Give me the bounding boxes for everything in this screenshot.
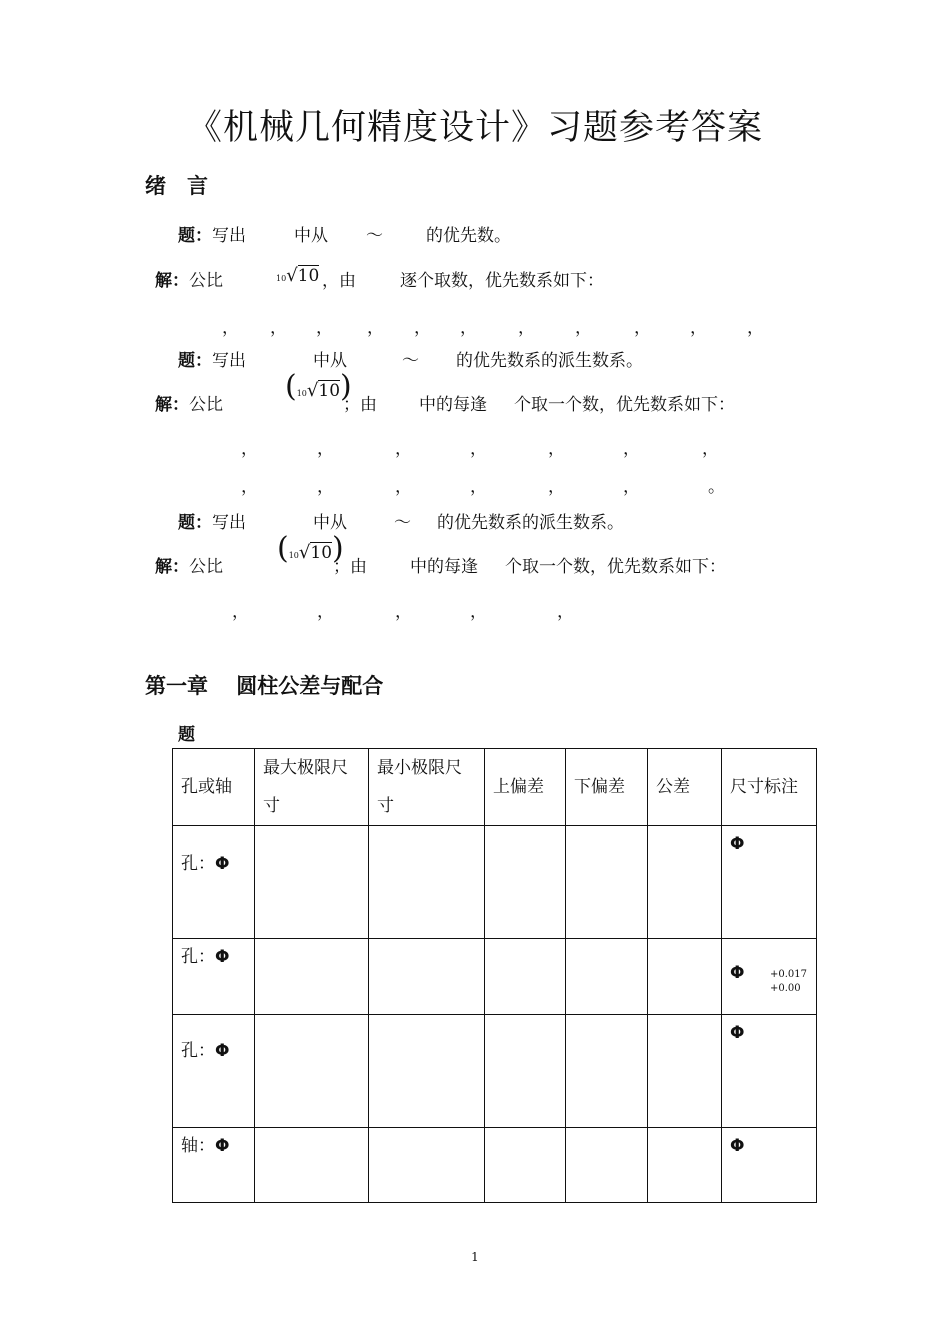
ratio-formula: (10√10) (277, 531, 344, 566)
question-2: 题：写出 (178, 351, 246, 371)
lower-deviation: +0.00 (770, 983, 801, 994)
series-separator: ， (548, 439, 565, 459)
table-cell (648, 826, 722, 939)
answer-label: 解： (155, 271, 189, 291)
table-cell (566, 1015, 648, 1128)
series-separator: ， (395, 602, 412, 622)
table-cell (648, 1015, 722, 1128)
table-cell-kind: 孔：Φ (173, 939, 255, 1015)
series-separator: ， (317, 477, 334, 497)
series-separator: ， (470, 477, 487, 497)
table-row (173, 1015, 817, 1128)
question-2-text: 中从 (313, 351, 347, 371)
answer-3: 解：公比 (155, 557, 223, 577)
table-cell (255, 1128, 369, 1203)
answer-2-text: ；由 (343, 395, 377, 415)
table-header-cell: 上偏差 (485, 749, 566, 826)
table-header-cell: 尺寸标注 (722, 749, 817, 826)
table-cell (369, 826, 485, 939)
table-cell (485, 1128, 566, 1203)
table-header-row (173, 749, 817, 826)
series-separator: ， (316, 318, 333, 338)
series-separator: ， (241, 439, 258, 459)
question-label: 题： (178, 513, 212, 533)
diameter-symbol: Φ (730, 963, 745, 983)
table-header-cell: 孔或轴 (173, 749, 255, 826)
answer-3-text: 中的每逢 (410, 557, 478, 577)
table-cell (566, 939, 648, 1015)
series-separator: ， (367, 318, 384, 338)
range-tilde: ～ (402, 351, 419, 371)
answer-1: 解：公比 (155, 271, 223, 291)
series-end-mark: 。 (708, 477, 725, 497)
diameter-symbol: Φ (215, 854, 230, 874)
table-header-cell: 下偏差 (566, 749, 648, 826)
series-separator: ， (222, 318, 239, 338)
problem-label: 题 (178, 725, 195, 745)
table-cell (566, 1128, 648, 1203)
table-cell-dimension (722, 939, 817, 1015)
series-separator: ， (470, 439, 487, 459)
diameter-symbol: Φ (730, 834, 745, 854)
ratio-formula: (10√10) (285, 369, 352, 404)
diameter-symbol: Φ (730, 1023, 745, 1043)
table-cell (485, 826, 566, 939)
range-tilde: ～ (366, 226, 383, 246)
table-row (173, 939, 817, 1015)
answer-2-text: 个取一个数，优先数系如下： (514, 395, 735, 415)
series-separator: ， (548, 477, 565, 497)
answer-2: 解：公比 (155, 395, 223, 415)
diameter-symbol: Φ (215, 1041, 230, 1061)
series-separator: ， (460, 318, 477, 338)
table-cell-kind: 孔：Φ (173, 1015, 255, 1128)
section-heading-preface: 绪 言 (145, 174, 208, 198)
table-cell (255, 826, 369, 939)
series-separator: ， (317, 439, 334, 459)
table-cell-dimension (722, 826, 817, 939)
question-2-text: 的优先数系的派生数系。 (456, 351, 643, 371)
question-label: 题： (178, 351, 212, 371)
table-cell (648, 939, 722, 1015)
diameter-symbol: Φ (215, 947, 230, 967)
table-cell (369, 1015, 485, 1128)
tolerance-table (172, 748, 817, 1203)
table-header-cell: 最小极限尺寸 (369, 749, 485, 826)
question-label: 题： (178, 226, 212, 246)
answer-3-text: 个取一个数，优先数系如下： (505, 557, 726, 577)
answer-2-text: 中的每逢 (419, 395, 487, 415)
answer-3-text: ；由 (333, 557, 367, 577)
series-separator: ， (557, 602, 574, 622)
chapter-heading: 第一章 圆柱公差与配合 (145, 674, 384, 698)
diameter-symbol: Φ (215, 1136, 230, 1156)
table-cell-dimension (722, 1015, 817, 1128)
page-number: 1 (471, 1250, 479, 1264)
question-3-text: 的优先数系的派生数系。 (437, 513, 624, 533)
table-row (173, 826, 817, 939)
table-header-cell: 最大极限尺寸 (255, 749, 369, 826)
series-separator: ， (395, 477, 412, 497)
series-separator: ， (518, 318, 535, 338)
series-separator: ， (270, 318, 287, 338)
series-separator: ， (241, 477, 258, 497)
diameter-symbol: Φ (730, 1136, 745, 1156)
series-separator: ， (623, 477, 640, 497)
question-3: 题：写出 (178, 513, 246, 533)
table-row (173, 1128, 817, 1203)
question-1-text: 中从 (294, 226, 328, 246)
table-cell-dimension (722, 1128, 817, 1203)
series-separator: ， (470, 602, 487, 622)
answer-1-text: ，由 (322, 271, 356, 291)
table-cell (255, 939, 369, 1015)
table-cell (369, 939, 485, 1015)
series-separator: ， (575, 318, 592, 338)
table-cell (648, 1128, 722, 1203)
series-separator: ， (232, 602, 249, 622)
table-cell (369, 1128, 485, 1203)
series-separator: ， (317, 602, 334, 622)
series-separator: ， (414, 318, 431, 338)
page-title: 《机械几何精度设计》习题参考答案 (186, 108, 763, 148)
ratio-formula: 10√10 (276, 265, 320, 286)
series-separator: ， (690, 318, 707, 338)
answer-label: 解： (155, 557, 189, 577)
series-separator: ， (702, 439, 719, 459)
series-separator: ， (634, 318, 651, 338)
question-3-text: 中从 (313, 513, 347, 533)
table-cell (255, 1015, 369, 1128)
question-1: 题：写出 (178, 226, 246, 246)
question-1-text: 的优先数。 (426, 226, 511, 246)
range-tilde: ～ (394, 513, 411, 533)
table-cell (485, 1015, 566, 1128)
series-separator: ， (747, 318, 764, 338)
table-cell (485, 939, 566, 1015)
answer-1-text: 逐个取数，优先数系如下： (400, 271, 604, 291)
table-cell-kind: 孔：Φ (173, 826, 255, 939)
series-separator: ， (623, 439, 640, 459)
upper-deviation: +0.017 (770, 969, 808, 980)
table-header-cell: 公差 (648, 749, 722, 826)
table-cell-kind: 轴：Φ (173, 1128, 255, 1203)
answer-label: 解： (155, 395, 189, 415)
series-separator: ， (395, 439, 412, 459)
table-cell (566, 826, 648, 939)
